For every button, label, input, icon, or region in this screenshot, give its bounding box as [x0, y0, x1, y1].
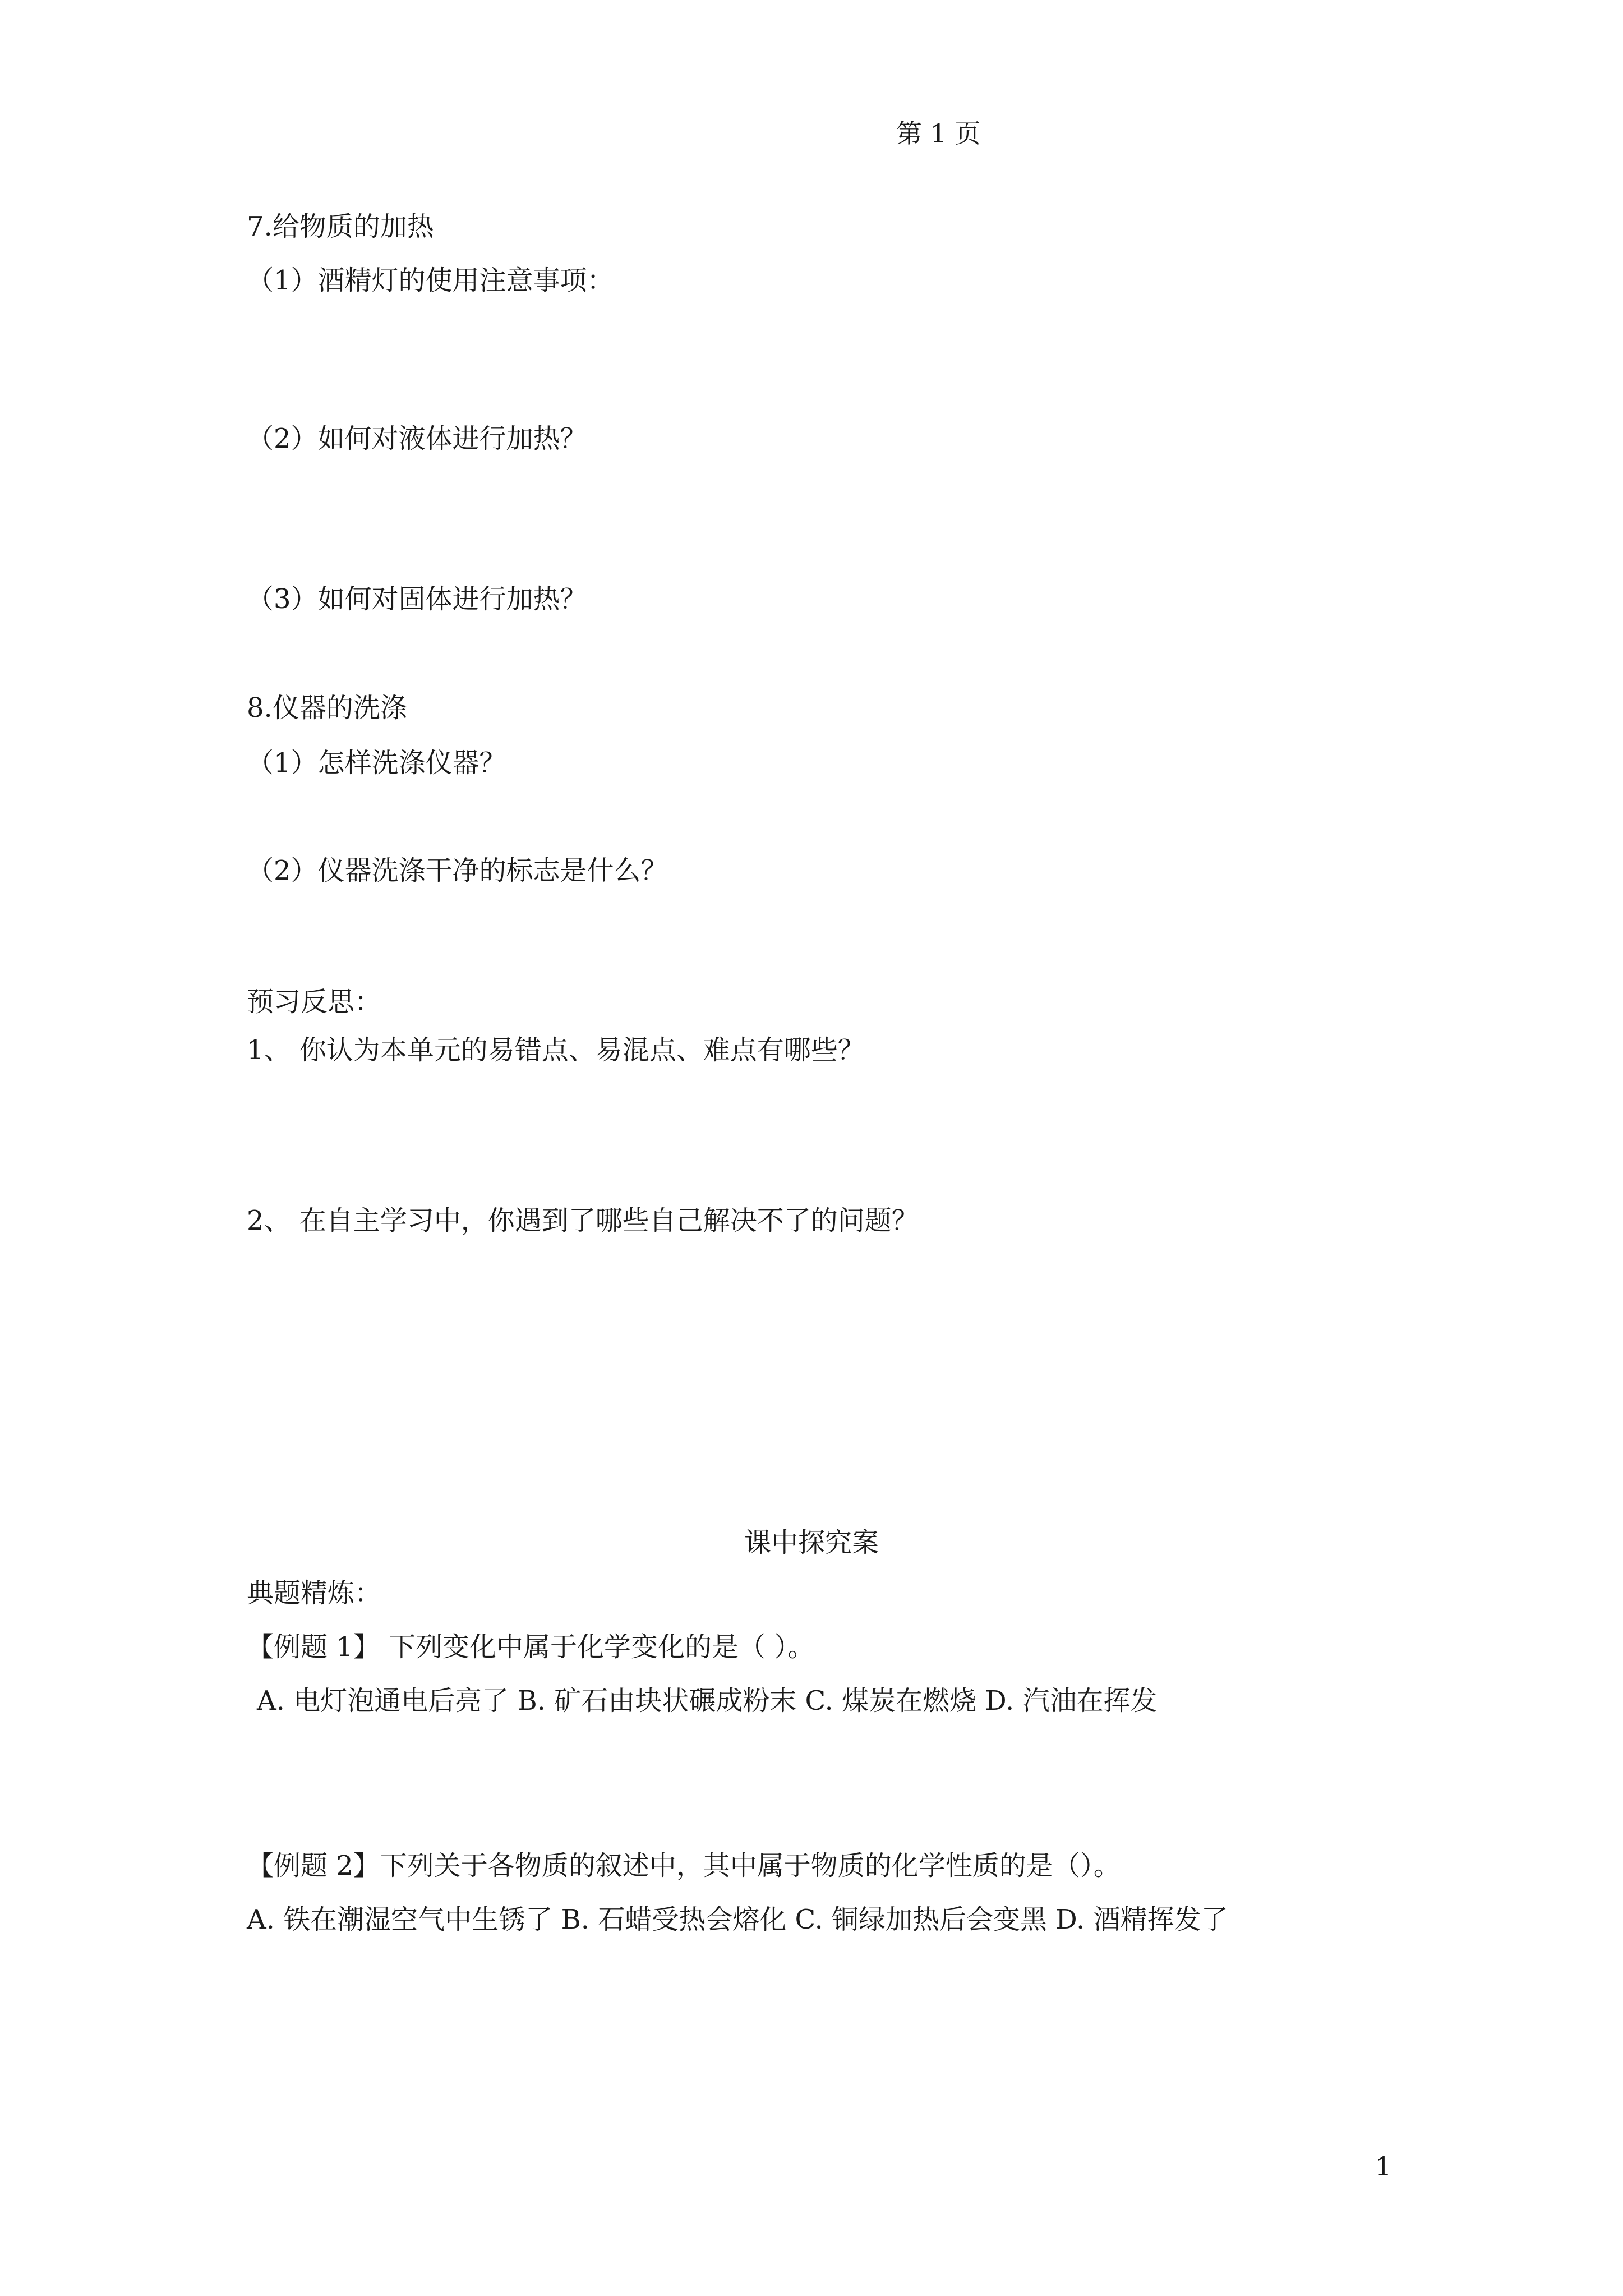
section-7-question-3: （3）如何对固体进行加热？ [247, 583, 587, 615]
example-1-options: A. 电灯泡通电后亮了 B. 矿石由块状碾成粉末 C. 煤炭在燃烧 D. 汽油在挥发 [257, 1685, 1158, 1717]
section-7-question-1: （1）酒精灯的使用注意事项： [247, 265, 614, 296]
page-number: 1 [1375, 2151, 1392, 2182]
inclass-heading: 课中探究案 [744, 1527, 879, 1558]
section-8-question-2: （2）仪器洗涤干净的标志是什么？ [247, 855, 668, 886]
inclass-subheading: 典题精炼： [247, 1577, 382, 1609]
section-8-question-1: （1）怎样洗涤仪器？ [247, 747, 506, 779]
reflection-title: 预习反思： [247, 986, 382, 1018]
page-header-label: 第 1 页 [896, 118, 981, 149]
section-7-question-2: （2）如何对液体进行加热？ [247, 423, 587, 454]
example-2-options: A. 铁在潮湿空气中生锈了 B. 石蜡受热会熔化 C. 铜绿加热后会变黑 D. 酒精挥发了 [247, 1904, 1228, 1935]
example-1-question: 【例题 1】 下列变化中属于化学变化的是（ ）。 [247, 1631, 815, 1663]
section-8-title: 8.仪器的洗涤 [247, 692, 407, 724]
reflection-question-2: 2、 在自主学习中，你遇到了哪些自己解决不了的问题？ [247, 1205, 919, 1236]
reflection-question-1: 1、 你认为本单元的易错点、易混点、难点有哪些？ [247, 1034, 865, 1066]
section-7-title: 7.给物质的加热 [247, 211, 434, 242]
example-2-question: 【例题 2】下列关于各物质的叙述中，其中属于物质的化学性质的是（）。 [247, 1850, 1121, 1881]
